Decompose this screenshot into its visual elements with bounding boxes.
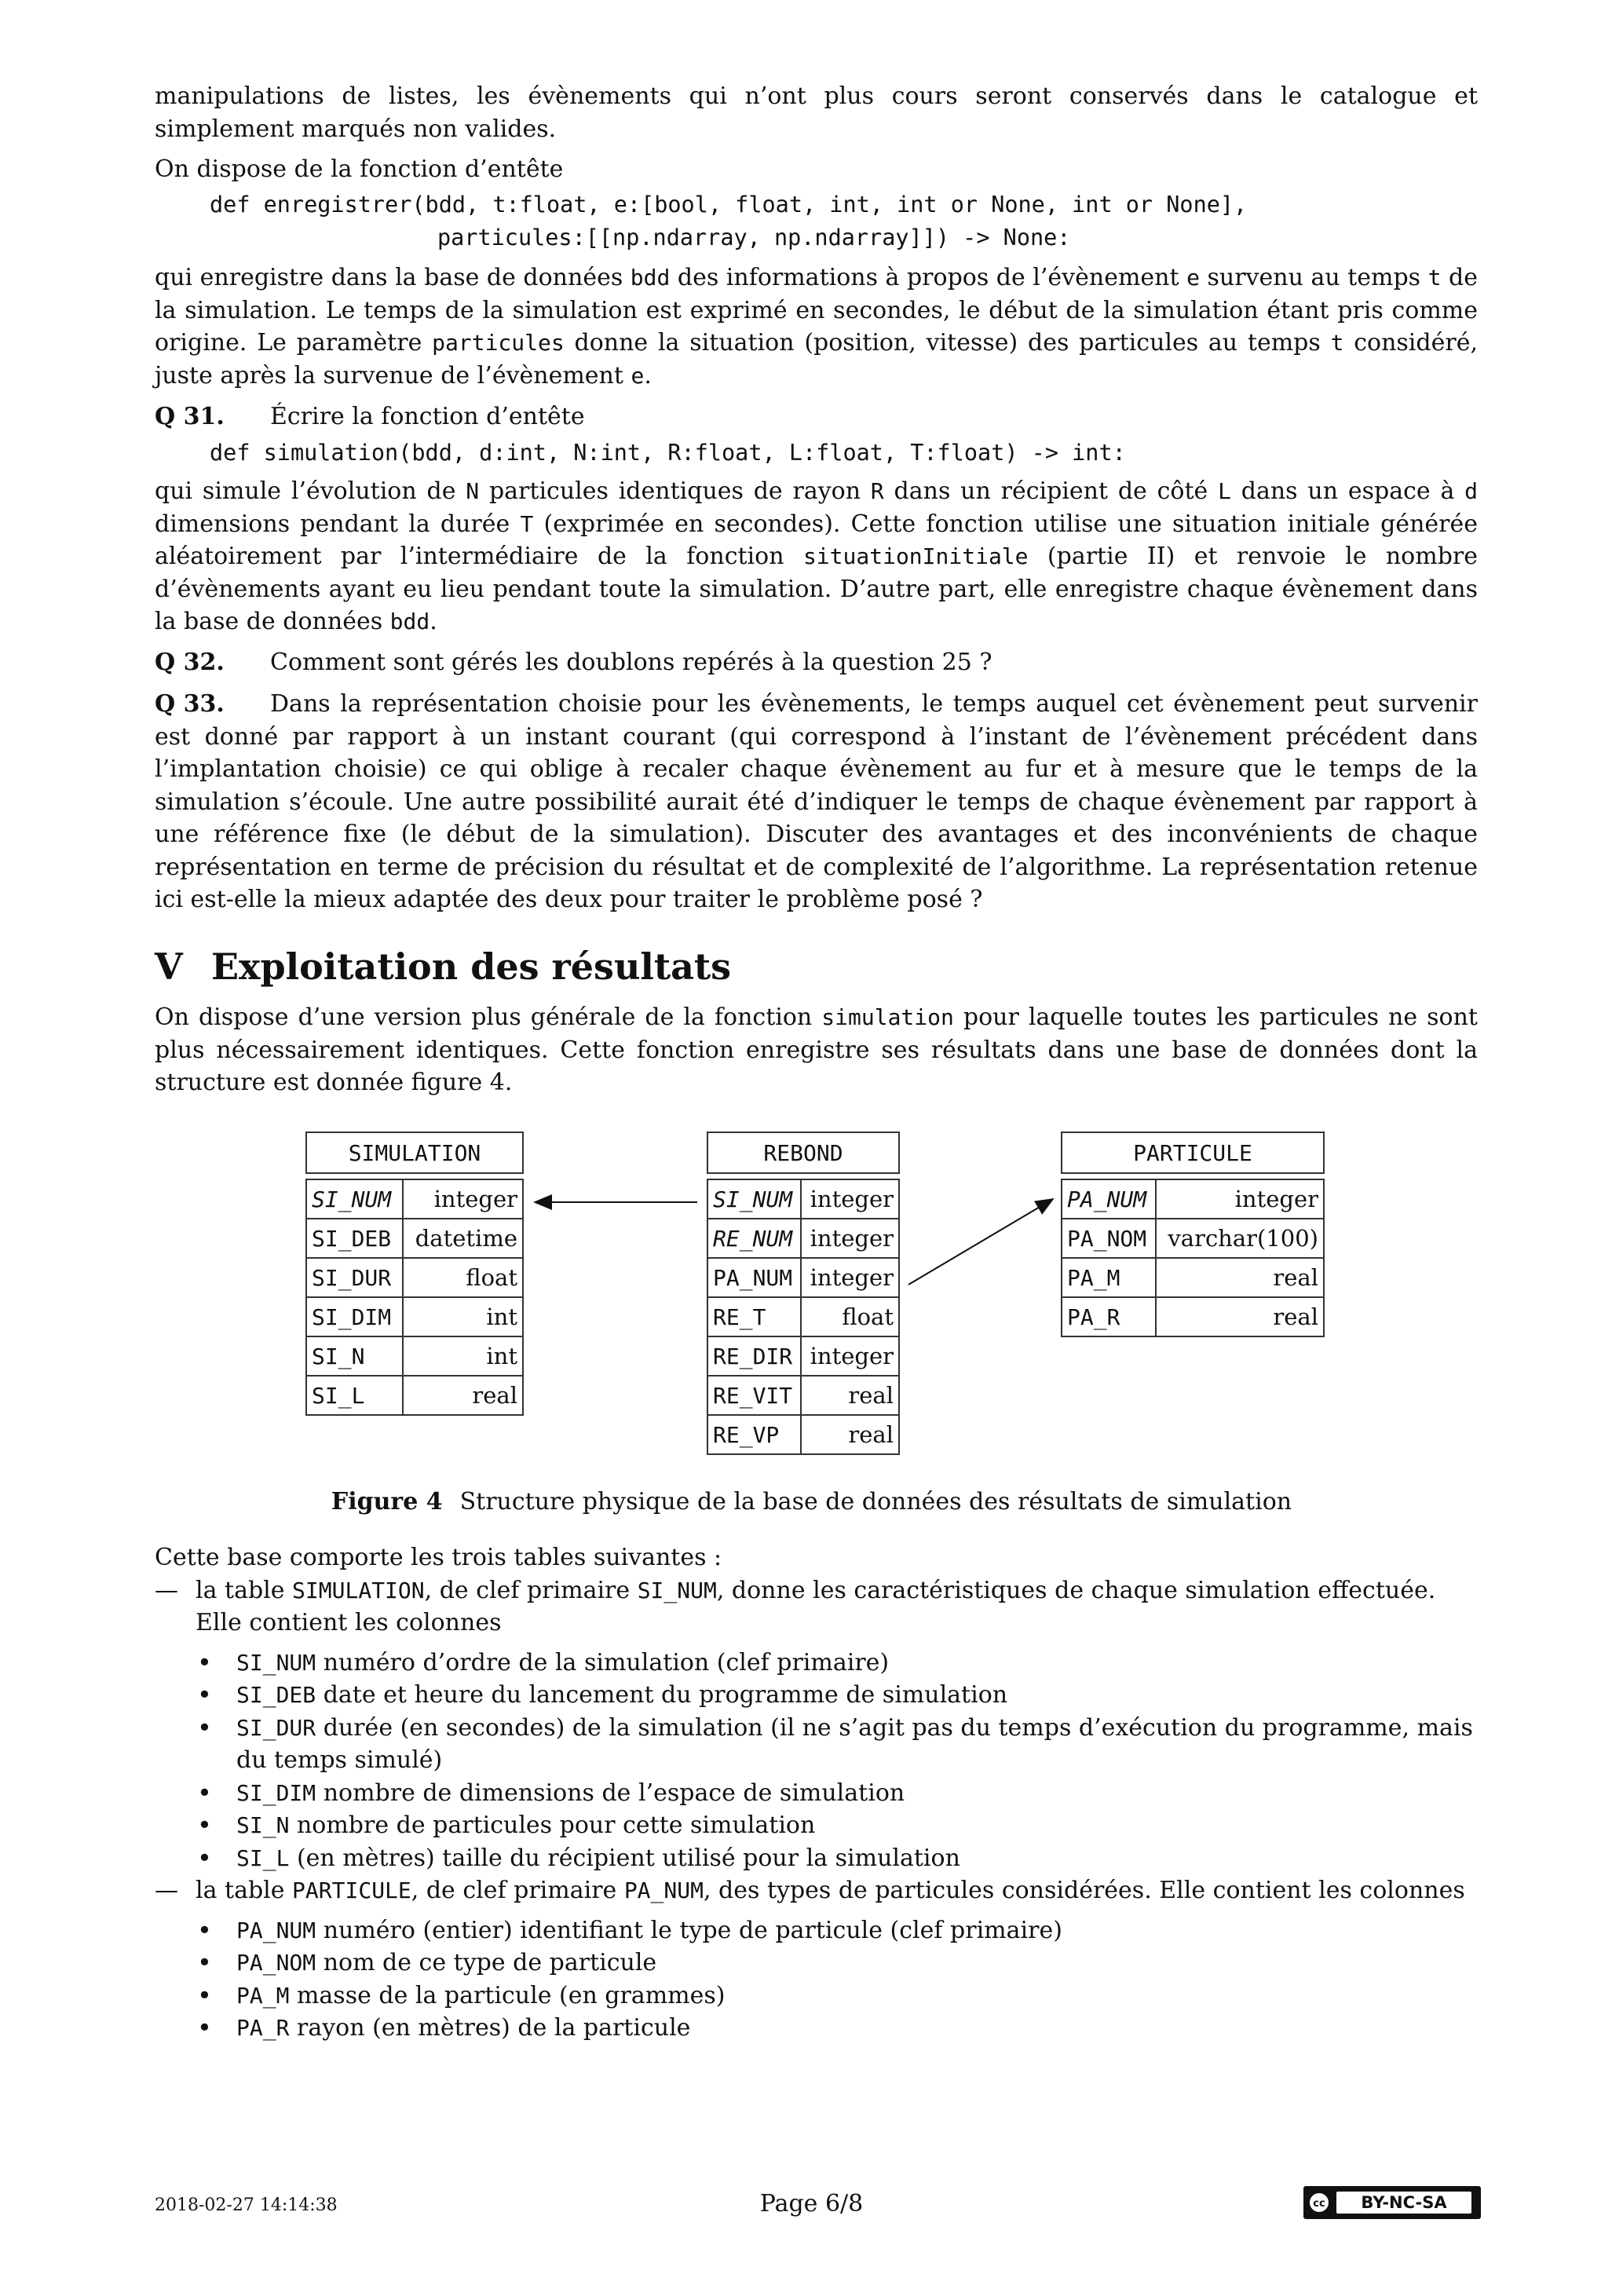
column-type: real (403, 1376, 524, 1415)
column-description-item: • SI_NUM numéro d’ordre de la simulation (clef primaire) (196, 1647, 1478, 1680)
question-31-label: Q 31. (155, 403, 225, 430)
section-title: Exploitation des résultats (211, 945, 732, 988)
table-simulation-description: — la table SIMULATION, de clef primaire SI_NUM, donne les caractéristiques de chaque simulation effectuée. Elle contient les colonnes • SI_NUM numéro d’ordre de la simulation (clef primaire) • SI_DEB date et heure du lancement du programme de simulation • SI_DUR durée (en secondes) de la simulation (il ne s’agit pas du temps d’exécution du programme, mais du temps simulé) • SI_DIM nombre de dimensions de l’espace de simulation • SI_N nombre de particules pour cette simulation • SI_L (en mètres) taille du récipient utilisé pour la simulation (155, 1574, 1478, 1875)
figure-caption (0, 1488, 1623, 1515)
question-31-description: qui simule l’évolution de N particules identiques de rayon R dans un récipient de côté L dans un espace à d dimensions pendant la durée T (exprimée en secondes). Cette fonction utilise une situation initiale générée aléatoirement par l’intermédiaire de la fonction situationInitiale (partie II) et renvoie le nombre d’évènements ayant eu lieu pendant toute la simulation. D’autre part, elle enregistre chaque évènement dans la base de données bdd. (155, 477, 1478, 635)
column-name: SI_DIM (306, 1297, 403, 1336)
intro-text: manipulations de listes, les évènements qui n’ont plus cours seront conservés dans le catalogue et simplement marqués non valides. (155, 82, 1478, 143)
code-simulation: def simulation(bdd, d:int, N:int, R:float, L:float, T:float) -> int: (210, 440, 1126, 466)
fk-arrow-pa-num (908, 1199, 1053, 1285)
table-particule-title: PARTICULE (1062, 1132, 1324, 1173)
column-name: PA_M (1062, 1258, 1156, 1297)
column-name: PA_R (1062, 1297, 1156, 1336)
column-name: RE_VIT (707, 1376, 801, 1415)
enregistrer-description: qui enregistre dans la base de données bdd des informations à propos de l’évènement e survenu au temps t de la simulation. Le temps de la simulation est exprimé en secondes, le début de la simulation étant pris comme origine. Le paramètre particules donne la situation (position, vitesse) des particules au temps t considéré, juste après la survenue de l’évènement e. (155, 264, 1478, 389)
question-32-label: Q 32. (155, 649, 225, 676)
column-name: RE_VP (707, 1415, 801, 1454)
table-rebond-title: REBOND (707, 1132, 899, 1173)
code-enregistrer-line1: def enregistrer(bdd, t:float, e:[bool, float, int, int or None, int or None], (210, 192, 1248, 218)
column-description-item: • PA_M masse de la particule (en grammes) (196, 1980, 1478, 2013)
column-type: int (403, 1297, 524, 1336)
column-description-item: • SI_DEB date et heure du lancement du programme de simulation (196, 1679, 1478, 1712)
column-type: integer (801, 1336, 899, 1376)
table-particule-description: — la table PARTICULE, de clef primaire PA_NUM, des types de particules considérées. Elle contient les colonnes • PA_NUM numéro (entier) identifiant le type de particule (clef primaire) • PA_NOM nom de ce type de particule • PA_M masse de la particule (en grammes) • PA_R rayon (en mètres) de la particule (155, 1874, 1478, 2045)
question-31-text: Écrire la fonction d’entête (270, 403, 585, 430)
column-type: float (403, 1258, 524, 1297)
column-type: real (1156, 1258, 1324, 1297)
column-type: integer (403, 1179, 524, 1219)
license-text: BY-NC-SA (1336, 2192, 1471, 2214)
question-32-text: Comment sont gérés les doublons repérés à la question 25 ? (270, 649, 992, 676)
section-number: V (155, 945, 183, 988)
column-type: datetime (403, 1219, 524, 1258)
table-simulation-title: SIMULATION (306, 1132, 523, 1173)
column-type: float (801, 1297, 899, 1336)
column-type: integer (801, 1179, 899, 1219)
column-description-item: • PA_NOM nom de ce type de particule (196, 1947, 1478, 1980)
column-description-item: • SI_L (en mètres) taille du récipient utilisé pour la simulation (196, 1842, 1478, 1875)
column-name: SI_DEB (306, 1219, 403, 1258)
svg-text:cc: cc (1313, 2198, 1325, 2210)
tables-description (155, 1541, 1478, 2045)
license-badge (1303, 2186, 1481, 2219)
description-intro: Cette base comporte les trois tables suivantes : (155, 1544, 722, 1571)
cc-logo-icon (1305, 2189, 1333, 2216)
table-list (155, 1574, 1478, 2045)
column-description-item: • SI_DIM nombre de dimensions de l’espace de simulation (196, 1777, 1478, 1810)
column-type: integer (1156, 1179, 1324, 1219)
column-description-item: • SI_DUR durée (en secondes) de la simulation (il ne s’agit pas du temps d’exécution du programme, mais du temps simulé) (196, 1712, 1478, 1777)
column-type: varchar(100) (1156, 1219, 1324, 1258)
column-name: SI_DUR (306, 1258, 403, 1297)
particule-columns-list (196, 1914, 1478, 2045)
column-name: SI_NUM (707, 1179, 801, 1219)
column-type: real (801, 1376, 899, 1415)
column-name: PA_NUM (1062, 1179, 1156, 1219)
question-33-text: Dans la représentation choisie pour les évènements, le temps auquel cet évènement peut survenir est donné par rapport à un instant courant (qui correspond à l’instant de l’évènement précédent dans l’implantation choisie) ce qui oblige à recaler chaque évènement au fur et à mesure que le temps de la simulation s’écoule. Une autre possibilité aurait été d’indiquer le temps de chaque évènement par rapport à une référence fixe (le début de la simulation). Discuter des avantages et des inconvénients de chaque représentation en terme de précision du résultat et de complexité de l’algorithme. La représentation retenue ici est-elle la mieux adaptée des deux pour traiter le problème posé ? (155, 690, 1478, 913)
column-description-item: • PA_R rayon (en mètres) de la particule (196, 2012, 1478, 2045)
column-name: PA_NOM (1062, 1219, 1156, 1258)
footer-date: 2018-02-27 14:14:38 (155, 2195, 338, 2215)
figure-caption-text: Structure physique de la base de données des résultats de simulation (459, 1488, 1292, 1515)
intro-text-2: On dispose de la fonction d’entête (155, 155, 564, 183)
section-intro: On dispose d’une version plus générale de la fonction simulation pour laquelle toutes les particules ne sont plus nécessairement identiques. Cette fonction enregistre ses résultats dans une base de données dont la structure est donnée figure 4. (155, 1004, 1478, 1096)
column-type: int (403, 1336, 524, 1376)
column-description-item: • SI_N nombre de particules pour cette simulation (196, 1809, 1478, 1842)
column-name: SI_L (306, 1376, 403, 1415)
code-enregistrer-line2: particules:[[np.ndarray, np.ndarray]]) -> None: (437, 225, 1071, 250)
question-33-label: Q 33. (155, 690, 225, 718)
figure-label: Figure 4 (331, 1488, 443, 1515)
column-name: RE_NUM (707, 1219, 801, 1258)
column-description-item: • PA_NUM numéro (entier) identifiant le type de particule (clef primaire) (196, 1914, 1478, 1947)
column-type: real (1156, 1297, 1324, 1336)
column-type: integer (801, 1258, 899, 1297)
column-name: SI_N (306, 1336, 403, 1376)
column-name: RE_DIR (707, 1336, 801, 1376)
column-name: SI_NUM (306, 1179, 403, 1219)
column-name: PA_NUM (707, 1258, 801, 1297)
column-type: integer (801, 1219, 899, 1258)
column-name: RE_T (707, 1297, 801, 1336)
simulation-columns-list (196, 1647, 1478, 1875)
column-type: real (801, 1415, 899, 1454)
footer-page-number: Page 6/8 (759, 2190, 864, 2217)
